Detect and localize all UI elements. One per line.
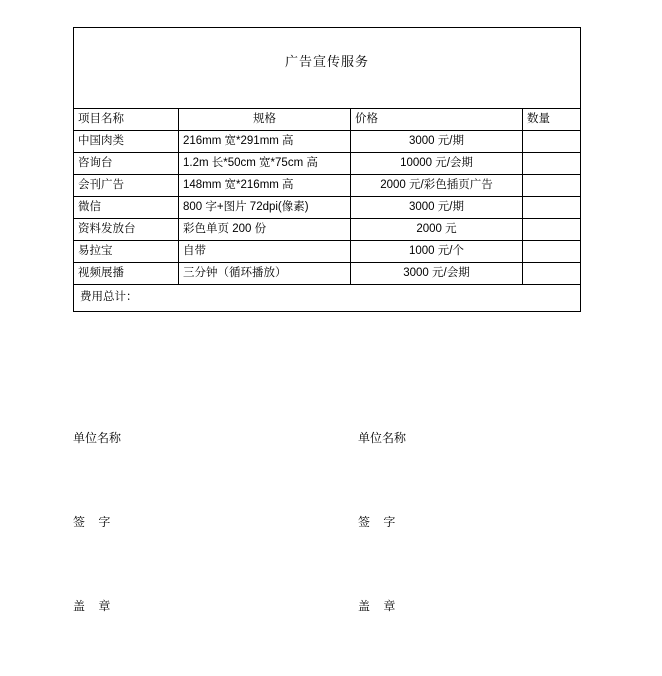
table-header-row bbox=[74, 109, 581, 131]
row-spec: 148mm 宽*216mm 高 bbox=[179, 175, 351, 197]
row-spec: 800 字+图片 72dpi(像素) bbox=[179, 197, 351, 219]
signature-label-right: 签 字 bbox=[358, 515, 396, 529]
signature-label-left: 签 字 bbox=[73, 515, 111, 529]
total-label: 费用总计： bbox=[74, 285, 581, 312]
header-item-name: 项目名称 bbox=[74, 109, 179, 131]
row-spec: 216mm 宽*291mm 高 bbox=[179, 131, 351, 153]
table-row bbox=[74, 219, 581, 241]
row-qty bbox=[523, 131, 581, 153]
row-price: 3000 元/期 bbox=[351, 197, 523, 219]
table-row bbox=[74, 175, 581, 197]
seal-label-left: 盖 章 bbox=[73, 599, 111, 613]
document-title-text: 广告宣传服务 bbox=[285, 54, 370, 70]
table-title-row bbox=[74, 28, 581, 109]
table-total-row bbox=[74, 285, 581, 312]
pricing-table bbox=[73, 27, 581, 312]
seal-label-right: 盖 章 bbox=[358, 599, 396, 613]
row-name: 会刊广告 bbox=[74, 175, 179, 197]
row-price: 3000 元/会期 bbox=[351, 263, 523, 285]
row-qty bbox=[523, 263, 581, 285]
row-qty bbox=[523, 153, 581, 175]
row-price: 1000 元/个 bbox=[351, 241, 523, 263]
row-name: 中国肉类 bbox=[74, 131, 179, 153]
header-spec: 规格 bbox=[179, 109, 351, 131]
signature-block-left bbox=[73, 368, 121, 676]
table-row bbox=[74, 197, 581, 219]
signature-block-right bbox=[358, 368, 406, 676]
document-title bbox=[74, 28, 581, 109]
row-price: 2000 元/彩色插页广告 bbox=[351, 175, 523, 197]
row-name: 视频展播 bbox=[74, 263, 179, 285]
row-spec: 彩色单页 200 份 bbox=[179, 219, 351, 241]
row-qty bbox=[523, 241, 581, 263]
company-name-label-left: 单位名称 bbox=[73, 431, 122, 445]
row-qty bbox=[523, 219, 581, 241]
row-spec: 自带 bbox=[179, 241, 351, 263]
table-row bbox=[74, 153, 581, 175]
row-price: 2000 元 bbox=[351, 219, 523, 241]
header-qty: 数量 bbox=[523, 109, 581, 131]
row-qty bbox=[523, 197, 581, 219]
row-qty bbox=[523, 175, 581, 197]
table-row bbox=[74, 131, 581, 153]
row-price: 10000 元/会期 bbox=[351, 153, 523, 175]
header-price: 价格 bbox=[351, 109, 523, 131]
table-row bbox=[74, 263, 581, 285]
row-name: 微信 bbox=[74, 197, 179, 219]
row-spec: 1.2m 长*50cm 宽*75cm 高 bbox=[179, 153, 351, 175]
row-name: 咨询台 bbox=[74, 153, 179, 175]
row-price: 3000 元/期 bbox=[351, 131, 523, 153]
row-spec: 三分钟（循环播放） bbox=[179, 263, 351, 285]
row-name: 易拉宝 bbox=[74, 241, 179, 263]
company-name-label-right: 单位名称 bbox=[358, 431, 407, 445]
row-name: 资料发放台 bbox=[74, 219, 179, 241]
table-row bbox=[74, 241, 581, 263]
